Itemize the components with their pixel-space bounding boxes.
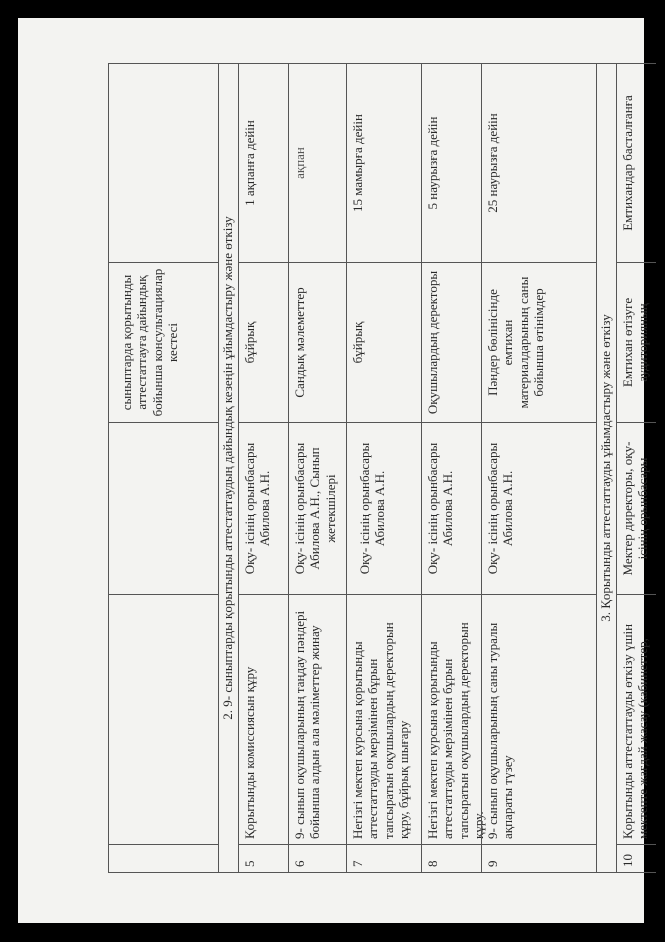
header-num-cell xyxy=(108,845,218,873)
row-7-deadline: 15 мамырға дейін xyxy=(346,63,421,263)
row-9-deadline: 25 наурызға дейін xyxy=(481,63,596,263)
row-5-document: бұйрық xyxy=(238,263,288,423)
row-7-num: 7 xyxy=(346,845,421,873)
row-5-deadline: 1 ақпанға дейін xyxy=(238,63,288,263)
row-8-deadline: 5 наурызға дейін xyxy=(421,63,481,263)
row-9-num: 9 xyxy=(481,845,596,873)
section-3-heading: 3. Қорытынды аттестаттауды ұйымдастыру және өткізу xyxy=(596,63,616,873)
row-7-responsible: Оқу- ісінің орынбасары Абилова А.Н. xyxy=(346,423,421,595)
row-10-document: Емтихан өтізуге аудиторияның xyxy=(616,263,656,423)
row-6-task: 9- сынып оқушыларының таңдау пәндері бойынша алдын ала мәліметтер жинау xyxy=(288,595,346,845)
row-5-task: Қорытынды комиссиясын құру xyxy=(238,595,288,845)
row-8-responsible: Оқу- ісінің орынбасары Абилова А.Н. xyxy=(421,423,481,595)
section-2-heading: 2. 9- сыныптарды қорытынды аттестаттаудың дайындық кезеңін ұйымдастыру және өткізу xyxy=(218,63,238,873)
row-10-deadline: Емтихандар басталғанға xyxy=(616,63,656,263)
row-7-task: Негізгі мектеп курсына қорытынды аттестаттауды мерзімінен бұрын тапсыратын оқушылардың деректорын құру, бұйрық шығару xyxy=(346,595,421,845)
row-10-num: 10 xyxy=(616,845,656,873)
row-6-responsible: Оқу- ісінің орынбасары Абилова А.Н., Сынып жетекшілері xyxy=(288,423,346,595)
header-deadline-cell xyxy=(108,63,218,263)
row-9-document: Пәндер бөлінісінде емтихан материалдарының саны бойынша өтінімдер xyxy=(481,263,596,423)
row-7-document: бұйрық xyxy=(346,263,421,423)
row-5-responsible: Оқу- ісінің орынбасары Абилова А.Н. xyxy=(238,423,288,595)
document-page xyxy=(18,18,651,923)
row-9-responsible: Оқу- ісінің орынбасары Абилова А.Н. xyxy=(481,423,596,595)
header-task-cell xyxy=(108,595,218,845)
rotated-table-wrapper xyxy=(108,63,651,873)
plan-table xyxy=(108,63,651,873)
row-8-num: 8 xyxy=(421,845,481,873)
header-doc-cell: сыныптарда қорытынды аттестаттауға дайындық бойынша консультациялар кестесі xyxy=(108,263,218,423)
row-10-responsible: Мектер директоры, оқу- ісінің орынбасары xyxy=(616,423,656,595)
row-6-num: 6 xyxy=(288,845,346,873)
row-8-task: Негізгі мектеп курсына қорытынды аттестаттауды мерзімінен бұрын тапсыратын оқушылардың деректорын құру. xyxy=(421,595,481,845)
row-10-task: Қорытынды аттестаттауды өткізу үшін мектепте жағдай жасау (кабинеттер, xyxy=(616,595,656,845)
row-8-document: Оқушылардың деректоры xyxy=(421,263,481,423)
header-resp-cell xyxy=(108,423,218,595)
row-5-num: 5 xyxy=(238,845,288,873)
row-9-task: 9- сынып оқушыларының саны туралы ақпараты түзеу xyxy=(481,595,596,845)
row-6-deadline: ақпан xyxy=(288,63,346,263)
row-6-document: Сандық мәлеметтер xyxy=(288,263,346,423)
